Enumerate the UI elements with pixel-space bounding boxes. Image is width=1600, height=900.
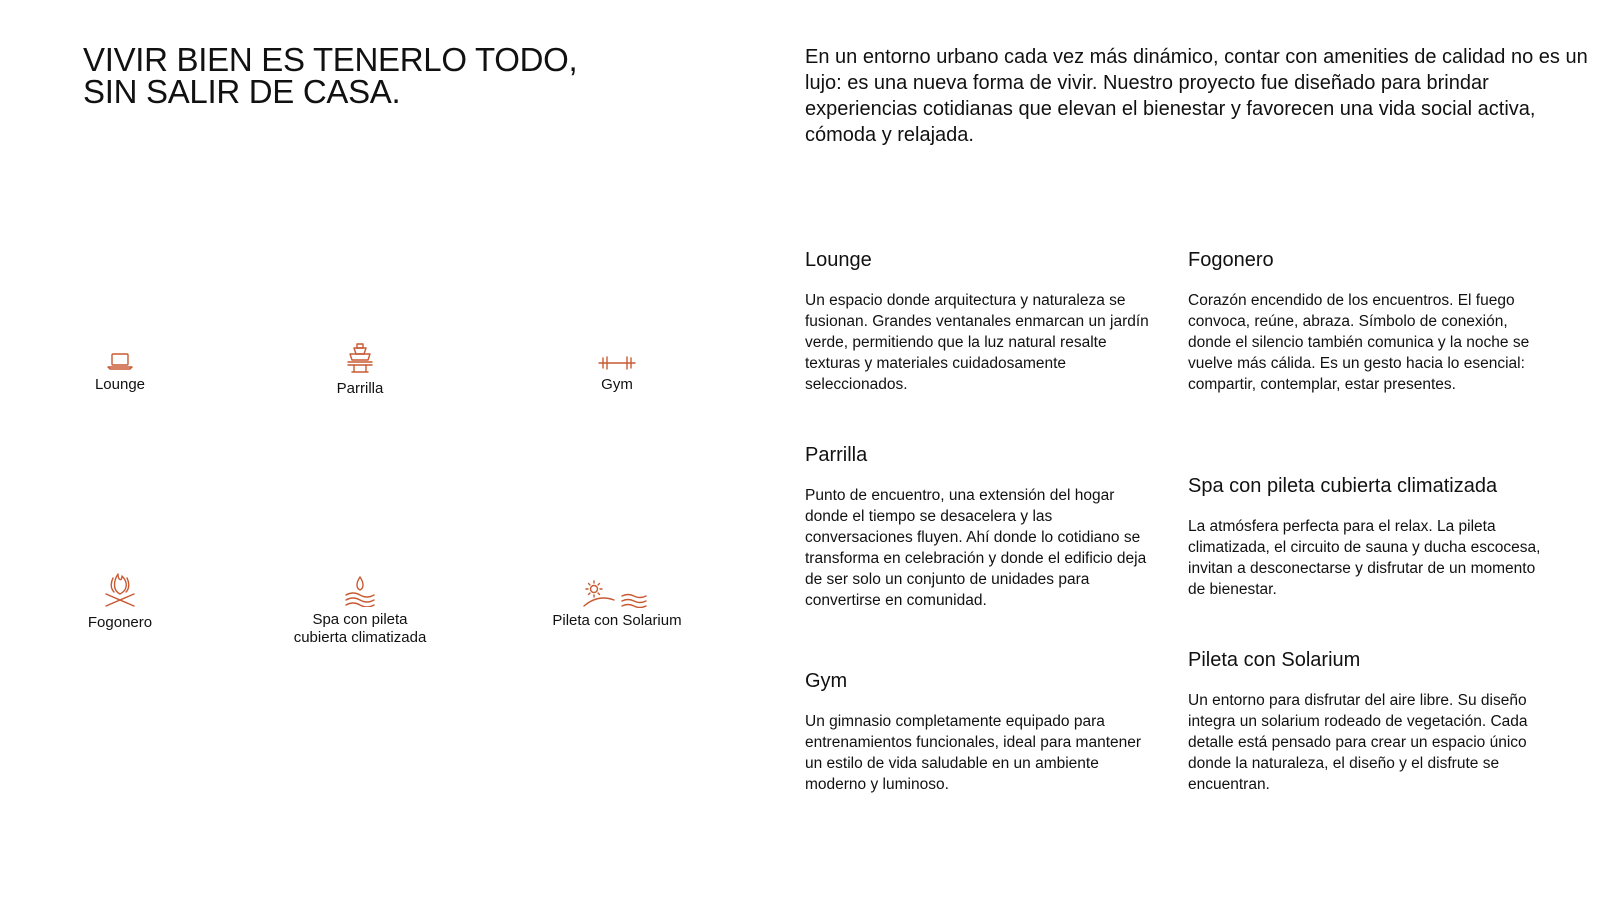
detail-spa [1188, 474, 1543, 600]
detail-text: Un entorno para disfrutar del aire libre. Su diseño integra un solarium rodeado de vegetación. Cada detalle está pensado para crear un espacio único donde la naturaleza, el diseño y el disfrute se encuentran. [1188, 692, 1528, 793]
detail-text: La atmósfera perfecta para el relax. La pileta climatizada, el circuito de sauna y ducha escocesa, invitan a desconectarse y disfrutar de un momento de bienestar. [1188, 518, 1541, 598]
detail-text: Corazón encendido de los encuentros. El fuego convoca, reúne, abraza. Símbolo de conexión, donde el silencio también comunica y la noche se vuelve más cálida. Es un gesto hacia lo esencial: compartir, contemplar, estar presentes. [1188, 292, 1530, 393]
detail-title: Gym [805, 670, 848, 692]
amenity-label: Pileta con Solarium [552, 612, 682, 629]
detail-title: Spa con pileta cubierta climatizada [1188, 475, 1498, 497]
amenity-parrilla [260, 342, 460, 398]
amenity-fogonero [20, 566, 220, 632]
sun-waves-icon [517, 580, 717, 608]
spa-icon [260, 575, 460, 607]
amenity-label: Parrilla [336, 380, 384, 397]
grill-icon [260, 342, 460, 376]
detail-fogonero [1188, 248, 1543, 395]
dumbbell-icon [517, 354, 717, 372]
amenity-label: Gym [601, 376, 633, 393]
detail-text: Un espacio donde arquitectura y naturaleza se fusionan. Grandes ventanales enmarcan un jardín verde, permitiendo que la luz natural resalte texturas y materiales cuidadosamente seleccionados. [805, 292, 1149, 393]
laptop-icon [20, 350, 220, 372]
detail-gym [805, 669, 1160, 795]
detail-text: Un gimnasio completamente equipado para entrenamientos funcionales, ideal para mantener un estilo de vida saludable en un ambiente moderno y luminoso. [805, 713, 1142, 793]
amenity-gym [517, 354, 717, 394]
detail-title: Parrilla [805, 444, 868, 466]
detail-parrilla [805, 443, 1160, 611]
page-headline: VIVIR BIEN ES TENERLO TODO, SIN SALIR DE CASA. [83, 41, 578, 110]
detail-title: Pileta con Solarium [1188, 649, 1361, 671]
detail-title: Lounge [805, 249, 872, 271]
fire-pit-icon [20, 566, 220, 610]
detail-text: Punto de encuentro, una extensión del hogar donde el tiempo se desacelera y las conversaciones fluyen. Ahí donde lo cotidiano se transforma en celebración y donde el edificio deja de ser solo un conjunto de unidades para convertirse en comunidad. [805, 487, 1147, 609]
detail-title: Fogonero [1188, 249, 1274, 271]
detail-lounge [805, 248, 1160, 395]
amenity-lounge [20, 350, 220, 394]
intro-paragraph: En un entorno urbano cada vez más dinámico, contar con amenities de calidad no es un lujo: es una nueva forma de vivir. Nuestro proyecto fue diseñado para brindar experiencias cotidianas que elevan el bienestar y favorecen una vida social activa, cómoda y relajada. [805, 46, 1588, 146]
detail-pileta-solarium [1188, 648, 1543, 795]
amenity-spa [260, 575, 460, 647]
amenity-label: Spa con pileta cubierta climatizada [293, 611, 427, 646]
amenity-pileta-solarium [517, 580, 717, 630]
amenity-label: Fogonero [87, 614, 153, 631]
amenity-label: Lounge [94, 376, 146, 393]
